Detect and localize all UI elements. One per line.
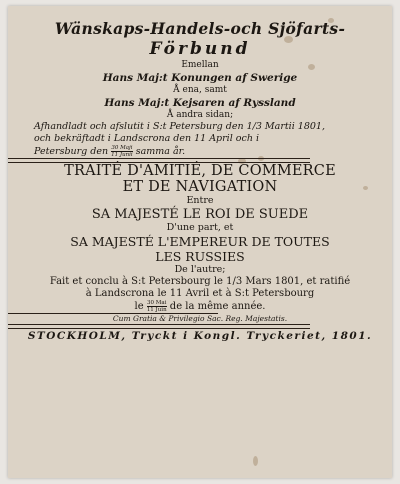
swedish-ratification-line1: Afhandladt och afslutit i S:t Petersburg den 1/3 Martii 1801, bbox=[34, 121, 325, 132]
french-title-line1: TRAITÉ D'AMITIÉ, DE COMMERCE bbox=[64, 163, 336, 179]
swedish-ratification-line3 bbox=[8, 145, 374, 158]
swedish-title-line2: Förbund bbox=[149, 39, 251, 59]
french-date-fraction bbox=[147, 300, 167, 313]
swedish-line3-post: samma år. bbox=[135, 146, 186, 157]
fraction-top: 30 Mai bbox=[147, 300, 167, 306]
french-ratification-line2: à Landscrona le 11 Avril et à S:t Petersbourg bbox=[85, 288, 315, 299]
french-ratification-line1: Fait et conclu à S:t Petersbourg le 1/3 Mars 1801, et ratifié bbox=[49, 276, 351, 287]
swedish-a-ena: Å ena, samt bbox=[173, 85, 227, 95]
french-party1: SA MAJESTÉ LE ROI DE SUEDE bbox=[91, 207, 309, 222]
title-page-text bbox=[8, 20, 392, 343]
french-d-une-part: D'une part, et bbox=[166, 222, 234, 233]
french-entre: Entre bbox=[186, 195, 214, 206]
swedish-ratification-line2: och bekräftadt i Landscrona den 11 April och i bbox=[34, 133, 259, 144]
imprint-line: STOCKHOLM, Tryckt i Kongl. Tryckeriet, 1801. bbox=[27, 330, 373, 342]
french-ratification-line3 bbox=[8, 300, 392, 313]
fraction-bottom: 11 Juin bbox=[146, 307, 167, 313]
swedish-line3-pre: Petersburg den bbox=[34, 146, 109, 157]
french-line3-post: de la même année. bbox=[169, 301, 266, 312]
swedish-party1: Hans Maj:t Konungen af Swerige bbox=[102, 72, 298, 84]
swedish-a-andra: Å andra sidan; bbox=[166, 110, 234, 120]
document-page bbox=[8, 6, 392, 478]
swedish-party2: Hans Maj:t Kejsaren af Ryssland bbox=[104, 97, 296, 109]
foxing-stain bbox=[253, 456, 258, 466]
french-line3-pre: le bbox=[134, 301, 144, 312]
fraction-top: 30 Maji bbox=[111, 145, 133, 151]
french-de-l-autre: De l'autre; bbox=[174, 264, 226, 275]
privilege-notice: Cum Gratia & Privilegio Sac. Reg. Majestatis. bbox=[112, 314, 288, 323]
swedish-date-fraction bbox=[111, 145, 133, 158]
swedish-emellan: Emellan bbox=[181, 60, 219, 70]
french-party2-line1: SA MAJESTÉ L'EMPEREUR DE TOUTES bbox=[70, 234, 330, 249]
french-party2-line2: LES RUSSIES bbox=[155, 249, 245, 264]
fraction-bottom: 11 Junii bbox=[111, 152, 133, 158]
french-title-line2: ET DE NAVIGATION bbox=[122, 179, 278, 195]
swedish-title-line1: Wänskaps-Handels-och Sjöfarts- bbox=[54, 19, 346, 38]
